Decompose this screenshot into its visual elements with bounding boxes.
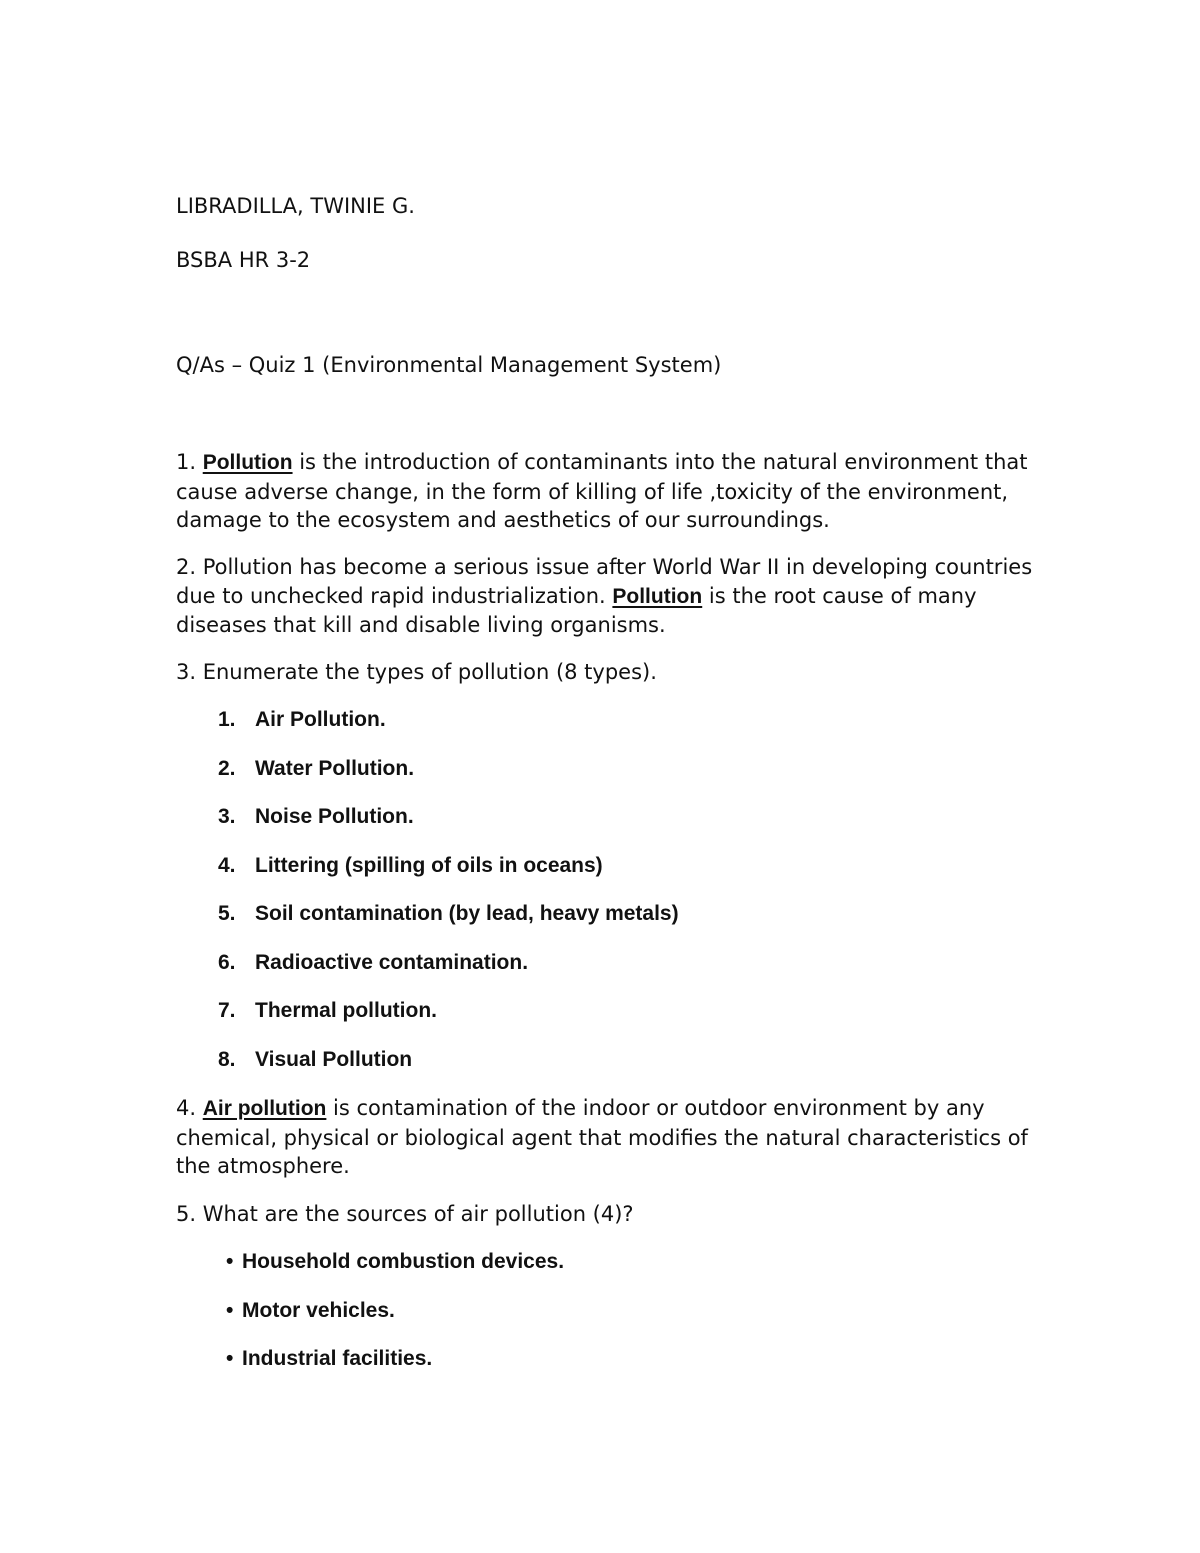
q2-text-before: 2. Pollution has become a serious issue after World War II in developing countries due to unchecked rapid industrialization.: [176, 555, 1033, 608]
q4-number: 4.: [176, 1096, 203, 1120]
list-item: 3. Noise Pollution.: [218, 805, 414, 828]
q2-keyword: Pollution: [612, 584, 703, 608]
bullet-icon: •: [226, 1347, 234, 1370]
list-item: 4. Littering (spilling of oils in oceans): [218, 853, 603, 877]
q1-keyword: Pollution: [202, 451, 293, 474]
question-3: 3. Enumerate the types of pollution (8 types).: [176, 660, 657, 684]
list-item: • Industrial facilities.: [226, 1345, 564, 1394]
list-item: 1. Air Pollution.: [218, 708, 386, 731]
question-1: [176, 448, 1056, 535]
q2-text-after: is the root cause of many diseases that kill and disable living organisms.: [176, 583, 977, 637]
list-item: 8. Visual Pollution: [218, 1047, 413, 1071]
quiz-title: Q/As – Quiz 1 (Environmental Management System): [176, 353, 722, 377]
q4-keyword: Air pollution: [202, 1097, 327, 1120]
list-item: 6. Radioactive contamination.: [218, 950, 529, 974]
list-item: 5. Soil contamination (by lead, heavy metals): [218, 902, 679, 925]
question-5: 5. What are the sources of air pollution (4)?: [176, 1202, 634, 1226]
list-item: • Motor vehicles.: [226, 1297, 564, 1346]
question-4: [176, 1094, 1056, 1181]
bullet-icon: •: [226, 1250, 234, 1273]
list-item: • Household combustion devices.: [226, 1248, 564, 1297]
q1-number: 1.: [176, 450, 203, 474]
q4-text: is contamination of the indoor or outdoor environment by any chemical, physical or biological agent that modifies the natural characteristics of the atmosphere.: [176, 1096, 1028, 1178]
bullet-icon: •: [226, 1298, 234, 1322]
question-2: [176, 553, 1056, 640]
q1-text: is the introduction of contaminants into the natural environment that cause adverse change, in the form of killing of life ,toxicity of the environment, damage to the ecosystem and aesthetics of our surroundings.: [176, 450, 1028, 532]
student-section: BSBA HR 3-2: [176, 248, 311, 272]
air-pollution-sources-list: [226, 1248, 564, 1394]
list-item: 7. Thermal pollution.: [218, 999, 437, 1022]
student-name: LIBRADILLA, TWINIE G.: [176, 194, 415, 218]
list-item: 2. Water Pollution.: [218, 756, 415, 780]
pollution-types-list: [218, 706, 679, 1094]
